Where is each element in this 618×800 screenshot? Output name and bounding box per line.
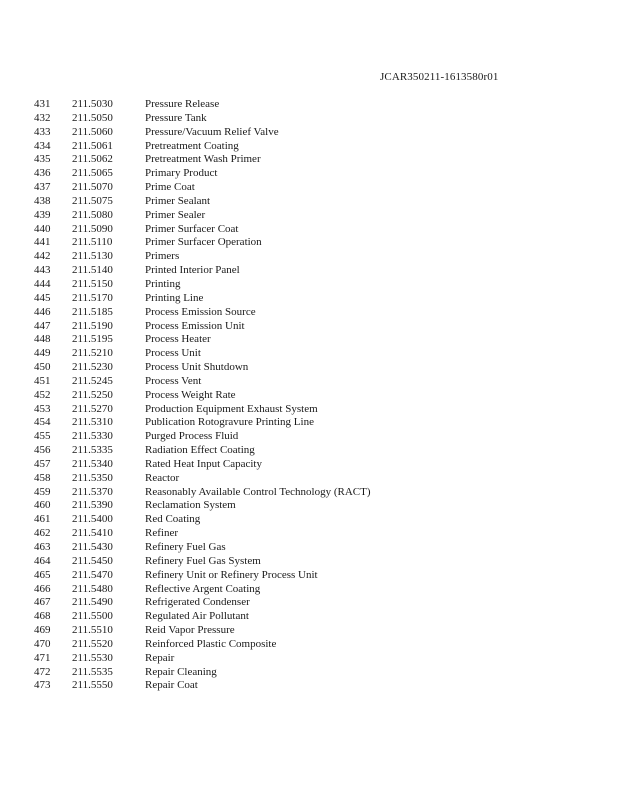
row-number: 455: [34, 430, 51, 443]
section-number: 211.5245: [72, 374, 113, 387]
row-number: 437: [34, 181, 51, 194]
list-item: [0, 499, 618, 513]
list-item: [0, 486, 618, 500]
row-number: 443: [34, 264, 51, 277]
term-name: Pressure/Vacuum Relief Valve: [145, 125, 279, 138]
section-number: 211.5530: [72, 651, 113, 664]
row-number: 433: [34, 125, 51, 138]
section-number: 211.5070: [72, 181, 113, 194]
section-number: 211.5050: [72, 111, 113, 124]
list-item: [0, 347, 618, 361]
term-name: Reasonably Available Control Technology (RACT): [145, 485, 371, 498]
row-number: 467: [34, 596, 51, 609]
section-number: 211.5340: [72, 457, 113, 470]
row-number: 436: [34, 167, 51, 180]
row-number: 434: [34, 139, 51, 152]
term-name: Refinery Fuel Gas System: [145, 554, 261, 567]
section-number: 211.5195: [72, 333, 113, 346]
section-number: 211.5535: [72, 665, 113, 678]
term-name: Reid Vapor Pressure: [145, 624, 235, 637]
section-number: 211.5065: [72, 167, 113, 180]
row-number: 465: [34, 568, 51, 581]
row-number: 435: [34, 153, 51, 166]
term-name: Production Equipment Exhaust System: [145, 402, 318, 415]
row-number: 440: [34, 222, 51, 235]
list-item: [0, 126, 618, 140]
section-number: 211.5350: [72, 471, 113, 484]
section-number: 211.5450: [72, 554, 113, 567]
term-name: Radiation Effect Coating: [145, 444, 255, 457]
term-name: Process Unit Shutdown: [145, 361, 249, 374]
term-name: Prime Coat: [145, 181, 195, 194]
row-number: 470: [34, 637, 51, 650]
term-name: Reinforced Plastic Composite: [145, 637, 277, 650]
section-number: 211.5410: [72, 527, 113, 540]
list-item: [0, 416, 618, 430]
list-item: [0, 513, 618, 527]
list-item: [0, 181, 618, 195]
term-name: Repair: [145, 651, 175, 664]
row-number: 451: [34, 374, 51, 387]
list-item: [0, 569, 618, 583]
row-number: 466: [34, 582, 51, 595]
term-name: Reclamation System: [145, 499, 236, 512]
term-name: Printed Interior Panel: [145, 264, 240, 277]
row-number: 471: [34, 651, 51, 664]
list-item: [0, 112, 618, 126]
definitions-list: [0, 98, 618, 693]
term-name: Pressure Release: [145, 98, 220, 110]
term-name: Repair Coat: [145, 679, 198, 692]
row-number: 461: [34, 513, 51, 526]
row-number: 447: [34, 319, 51, 332]
term-name: Repair Cleaning: [145, 665, 217, 678]
row-number: 469: [34, 624, 51, 637]
section-number: 211.5390: [72, 499, 113, 512]
row-number: 473: [34, 679, 51, 692]
term-name: Primer Sealer: [145, 208, 206, 221]
section-number: 211.5520: [72, 637, 113, 650]
list-item: [0, 320, 618, 334]
list-item: [0, 527, 618, 541]
section-number: 211.5500: [72, 610, 113, 623]
list-item: [0, 652, 618, 666]
list-item: [0, 167, 618, 181]
term-name: Process Vent: [145, 374, 202, 387]
section-number: 211.5510: [72, 624, 113, 637]
list-item: [0, 458, 618, 472]
section-number: 211.5250: [72, 388, 113, 401]
term-name: Primer Surfacer Operation: [145, 236, 262, 249]
term-name: Process Emission Unit: [145, 319, 245, 332]
list-item: [0, 638, 618, 652]
section-number: 211.5230: [72, 361, 113, 374]
row-number: 453: [34, 402, 51, 415]
row-number: 468: [34, 610, 51, 623]
list-item: [0, 679, 618, 693]
row-number: 442: [34, 250, 51, 263]
section-number: 211.5080: [72, 208, 113, 221]
term-name: Reflective Argent Coating: [145, 582, 261, 595]
term-name: Pretreatment Coating: [145, 139, 239, 152]
row-number: 432: [34, 111, 51, 124]
term-name: Rated Heat Input Capacity: [145, 457, 262, 470]
list-item: [0, 153, 618, 167]
list-item: [0, 596, 618, 610]
row-number: 464: [34, 554, 51, 567]
term-name: Process Emission Source: [145, 305, 256, 318]
section-number: 211.5030: [72, 98, 113, 110]
term-name: Regulated Air Pollutant: [145, 610, 249, 623]
row-number: 445: [34, 291, 51, 304]
list-item: [0, 264, 618, 278]
term-name: Pressure Tank: [145, 111, 207, 124]
row-number: 454: [34, 416, 51, 429]
section-number: 211.5140: [72, 264, 113, 277]
row-number: 448: [34, 333, 51, 346]
row-number: 459: [34, 485, 51, 498]
term-name: Refinery Fuel Gas: [145, 541, 226, 553]
list-item: [0, 333, 618, 347]
row-number: 449: [34, 347, 51, 360]
section-number: 211.5060: [72, 125, 113, 138]
list-item: [0, 541, 618, 555]
section-number: 211.5270: [72, 402, 113, 415]
list-item: [0, 140, 618, 154]
list-item: [0, 666, 618, 680]
section-number: 211.5370: [72, 485, 113, 498]
row-number: 446: [34, 305, 51, 318]
term-name: Purged Process Fluid: [145, 430, 239, 443]
section-number: 211.5150: [72, 277, 113, 290]
section-number: 211.5185: [72, 305, 113, 318]
term-name: Process Heater: [145, 333, 211, 346]
document-id: JCAR350211-1613580r01: [380, 71, 499, 83]
row-number: 431: [34, 98, 51, 110]
row-number: 438: [34, 194, 51, 207]
section-number: 211.5430: [72, 541, 113, 553]
row-number: 463: [34, 541, 51, 553]
section-number: 211.5400: [72, 513, 113, 526]
section-number: 211.5190: [72, 319, 113, 332]
list-item: [0, 555, 618, 569]
term-name: Reactor: [145, 471, 180, 484]
section-number: 211.5110: [72, 236, 113, 249]
section-number: 211.5130: [72, 250, 113, 263]
row-number: 450: [34, 361, 51, 374]
list-item: [0, 430, 618, 444]
list-item: [0, 209, 618, 223]
list-item: [0, 278, 618, 292]
list-item: [0, 389, 618, 403]
term-name: Process Unit: [145, 347, 201, 360]
list-item: [0, 236, 618, 250]
term-name: Primary Product: [145, 167, 218, 180]
term-name: Red Coating: [145, 513, 201, 526]
list-item: [0, 610, 618, 624]
term-name: Refrigerated Condenser: [145, 596, 250, 609]
row-number: 460: [34, 499, 51, 512]
section-number: 211.5075: [72, 194, 113, 207]
list-item: [0, 98, 618, 112]
list-item: [0, 583, 618, 597]
list-item: [0, 403, 618, 417]
term-name: Publication Rotogravure Printing Line: [145, 416, 314, 429]
row-number: 439: [34, 208, 51, 221]
section-number: 211.5470: [72, 568, 113, 581]
section-number: 211.5490: [72, 596, 113, 609]
list-item: [0, 444, 618, 458]
list-item: [0, 375, 618, 389]
list-item: [0, 195, 618, 209]
list-item: [0, 292, 618, 306]
list-item: [0, 624, 618, 638]
section-number: 211.5210: [72, 347, 113, 360]
section-number: 211.5170: [72, 291, 113, 304]
row-number: 457: [34, 457, 51, 470]
section-number: 211.5090: [72, 222, 113, 235]
row-number: 456: [34, 444, 51, 457]
section-number: 211.5310: [72, 416, 113, 429]
section-number: 211.5062: [72, 153, 113, 166]
term-name: Refiner: [145, 527, 178, 540]
term-name: Primer Surfacer Coat: [145, 222, 239, 235]
row-number: 441: [34, 236, 51, 249]
list-item: [0, 306, 618, 320]
list-item: [0, 223, 618, 237]
term-name: Process Weight Rate: [145, 388, 236, 401]
section-number: 211.5480: [72, 582, 113, 595]
term-name: Refinery Unit or Refinery Process Unit: [145, 568, 318, 581]
row-number: 458: [34, 471, 51, 484]
row-number: 462: [34, 527, 51, 540]
section-number: 211.5335: [72, 444, 113, 457]
row-number: 452: [34, 388, 51, 401]
row-number: 444: [34, 277, 51, 290]
section-number: 211.5330: [72, 430, 113, 443]
list-item: [0, 472, 618, 486]
row-number: 472: [34, 665, 51, 678]
section-number: 211.5061: [72, 139, 113, 152]
term-name: Primer Sealant: [145, 194, 211, 207]
term-name: Primers: [145, 250, 180, 263]
list-item: [0, 250, 618, 264]
term-name: Pretreatment Wash Primer: [145, 153, 261, 166]
term-name: Printing Line: [145, 291, 204, 304]
list-item: [0, 361, 618, 375]
section-number: 211.5550: [72, 679, 113, 692]
term-name: Printing: [145, 277, 181, 290]
